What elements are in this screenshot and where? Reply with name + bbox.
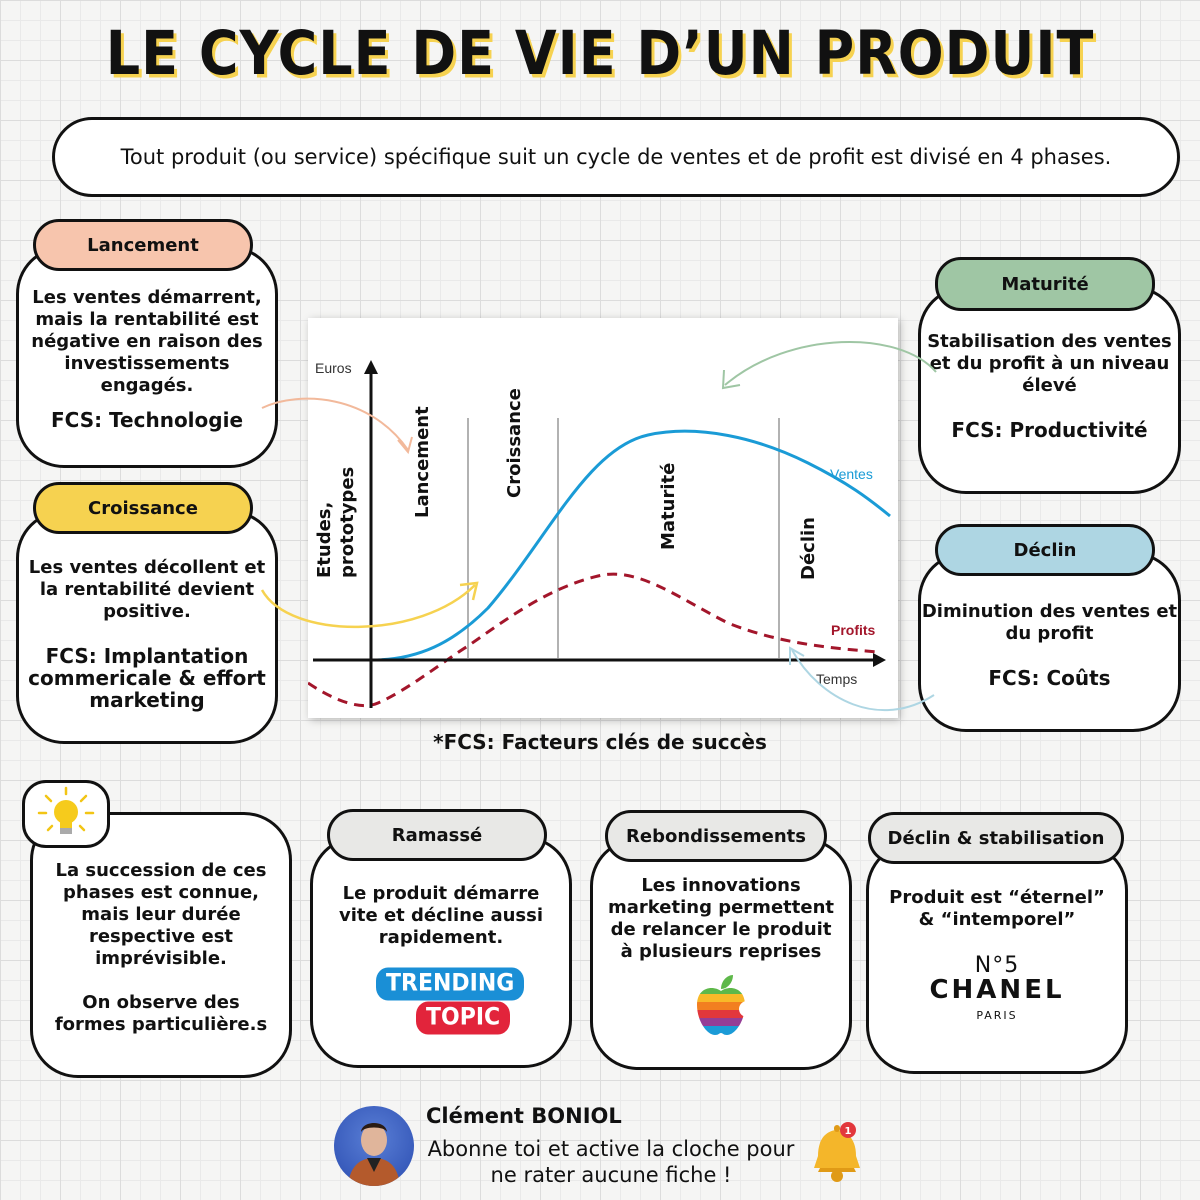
lancement-arrow bbox=[262, 399, 408, 450]
intro-text: Tout produit (ou service) spécifique suit un cycle de ventes et de profit est divisé en 4 phases. bbox=[120, 145, 1112, 169]
maturite-text: Stabilisation des ventes et du profit à un niveau élevé bbox=[927, 331, 1172, 396]
bell-badge: 1 bbox=[844, 1126, 852, 1137]
stabilisation-text: Produit est “éternel” & “intemporel” bbox=[889, 887, 1105, 930]
phase-label-lancement: Lancement bbox=[412, 406, 433, 518]
phase-label-declin: Déclin bbox=[798, 517, 819, 580]
lancement-text: Les ventes démarrent, mais la rentabilité est négative en raison des investissements engagés. bbox=[31, 287, 263, 396]
avatar-person-icon bbox=[334, 1106, 414, 1186]
trending-topic-logo bbox=[376, 965, 515, 1043]
croissance-fcs: FCS: Implantation commericale & effort marketing bbox=[28, 644, 266, 712]
rebond-card bbox=[590, 838, 852, 1070]
lightbulb-icon bbox=[36, 786, 96, 842]
ramasse-text: Le produit démarre vite et décline aussi rapidement. bbox=[338, 883, 543, 948]
idea-icon-box bbox=[22, 780, 110, 848]
declin-title: Déclin bbox=[1013, 539, 1077, 561]
x-axis-label: Temps bbox=[816, 671, 858, 687]
maturite-arrow bbox=[725, 342, 936, 385]
phase-label-etudes-2: prototypes bbox=[337, 466, 358, 578]
author-cta[interactable]: Abonne toi et active la cloche pour ne rater aucune fiche ! bbox=[427, 1137, 795, 1187]
sales-label: Ventes bbox=[830, 466, 873, 482]
maturite-fcs: FCS: Productivité bbox=[951, 418, 1148, 442]
ramasse-card bbox=[310, 836, 572, 1068]
chanel-logo bbox=[929, 955, 1064, 1027]
bell-icon[interactable] bbox=[806, 1120, 870, 1186]
phase-label-croissance: Croissance bbox=[504, 388, 525, 498]
declin-fcs: FCS: Coûts bbox=[988, 666, 1111, 690]
trending-label: TRENDING bbox=[376, 968, 524, 1001]
stabilisation-header bbox=[868, 812, 1124, 864]
author-name: Clément BONIOL bbox=[426, 1104, 622, 1128]
avatar bbox=[334, 1106, 414, 1186]
declin-arrow bbox=[792, 650, 934, 710]
notification-bell-icon bbox=[806, 1120, 870, 1186]
stabilisation-title: Déclin & stabilisation bbox=[887, 827, 1105, 849]
idea-card bbox=[30, 812, 292, 1078]
croissance-text: Les ventes décollent et la rentabilité devient positive. bbox=[28, 557, 266, 622]
apple-logo-icon bbox=[691, 973, 751, 1037]
croissance-arrow bbox=[262, 585, 475, 627]
rebond-title: Rebondissements bbox=[626, 825, 806, 847]
chanel-no5: N°5 bbox=[974, 953, 1020, 978]
croissance-title: Croissance bbox=[88, 497, 198, 519]
stabilisation-card bbox=[866, 842, 1128, 1074]
rebond-header bbox=[605, 810, 827, 862]
idea-text-1: La succession de ces phases est connue, mais leur durée respective est imprévisible. bbox=[55, 860, 267, 969]
idea-text-2: On observe des formes particulière.s bbox=[54, 992, 268, 1035]
lancement-fcs: FCS: Technologie bbox=[50, 408, 244, 432]
page-title: LE CYCLE DE VIE D’UN PRODUIT bbox=[105, 18, 1095, 89]
chanel-brand: CHANEL bbox=[929, 975, 1065, 1005]
declin-text: Diminution des ventes et du profit bbox=[921, 601, 1178, 644]
topic-label: TOPIC bbox=[416, 1002, 510, 1035]
phase-label-etudes-1: Etudes, bbox=[314, 501, 335, 578]
profit-label: Profits bbox=[831, 622, 876, 638]
ramasse-title: Ramassé bbox=[391, 824, 483, 846]
y-axis-label: Euros bbox=[315, 360, 352, 376]
ramasse-header bbox=[327, 809, 547, 861]
fcs-note: *FCS: Facteurs clés de succès bbox=[433, 730, 767, 754]
phase-label-maturite: Maturité bbox=[658, 462, 679, 550]
rebond-text: Les innovations marketing permettent de relancer le produit à plusieurs reprises bbox=[608, 875, 834, 962]
lancement-title: Lancement bbox=[87, 234, 199, 256]
maturite-title: Maturité bbox=[1001, 273, 1089, 295]
chanel-city: PARIS bbox=[976, 1009, 1018, 1022]
